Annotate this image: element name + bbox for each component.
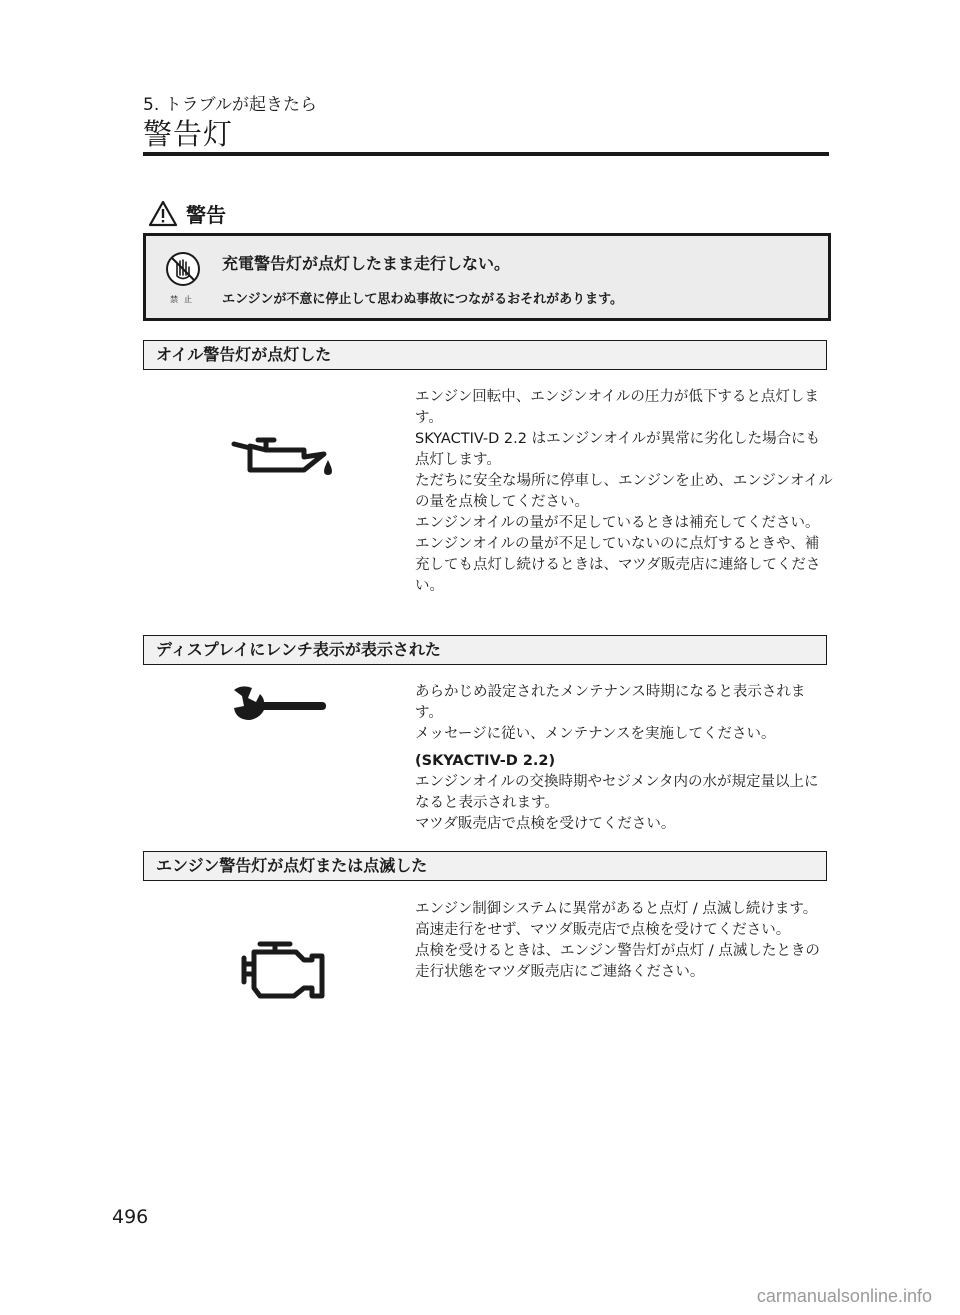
paragraph: 点検を受けるときは、エンジン警告灯が点灯 / 点滅したときの走行状態をマツダ販売店にご連絡ください。	[415, 943, 820, 980]
chapter-label: 5. トラブルが起きたら	[143, 95, 317, 115]
warning-heading	[148, 199, 226, 228]
paragraph: ただちに安全な場所に停車し、エンジンを止め、エンジンオイルの量を点検してください。	[415, 473, 833, 510]
paragraph: エンジンオイルの交換時期やセジメンタ内の水が規定量以上になると表示されます。	[415, 774, 819, 811]
paragraph: エンジンオイルの量が不足しているときは補充してください。	[415, 515, 820, 531]
paragraph: エンジン回転中、エンジンオイルの圧力が低下すると点灯します。	[415, 389, 819, 426]
page-number: 496	[112, 1206, 149, 1228]
title-rule	[143, 152, 829, 156]
section-heading-engine: エンジン警告灯が点灯または点滅した	[143, 851, 827, 881]
warning-heading-text: 警告	[186, 203, 226, 227]
paragraph: SKYACTIV-D 2.2 はエンジンオイルが異常に劣化した場合にも点灯します。	[415, 431, 821, 468]
paragraph: エンジン制御システムに異常があると点灯 / 点滅し続けます。	[415, 901, 818, 917]
section-heading-wrench: ディスプレイにレンチ表示が表示された	[143, 635, 827, 665]
prohibit-label: 禁止	[170, 295, 198, 304]
paragraph: 高速走行をせず、マツダ販売店で点検を受けてください。	[415, 922, 791, 938]
section-body-wrench	[415, 682, 833, 835]
oil-can-icon	[228, 432, 338, 478]
section-body-oil	[415, 387, 833, 597]
paragraph: マツダ販売店で点検を受けてください。	[415, 816, 676, 832]
paragraph: あらかじめ設定されたメンテナンス時期になると表示されます。	[415, 684, 806, 721]
watermark: carmanualsonline.info	[756, 1286, 932, 1306]
warning-title: 充電警告灯が点灯したまま走行しない。	[222, 254, 511, 273]
sub-heading: (SKYACTIV-D 2.2)	[415, 753, 556, 769]
engine-icon	[232, 938, 328, 1000]
wrench-icon	[230, 682, 330, 724]
warning-triangle-icon	[148, 200, 178, 227]
warning-text: エンジンが不意に停止して思わぬ事故につながるおそれがあります。	[222, 292, 624, 307]
page-title: 警告灯	[143, 117, 234, 151]
paragraph: エンジンオイルの量が不足していないのに点灯するときや、補充しても点灯し続けるときは、マツダ販売店に連絡してください。	[415, 536, 821, 594]
prohibit-hand-icon	[164, 250, 202, 290]
section-body-engine	[415, 899, 833, 983]
warning-box	[143, 233, 831, 321]
paragraph: メッセージに従い、メンテナンスを実施してください。	[415, 726, 776, 742]
section-heading-oil: オイル警告灯が点灯した	[143, 340, 827, 370]
